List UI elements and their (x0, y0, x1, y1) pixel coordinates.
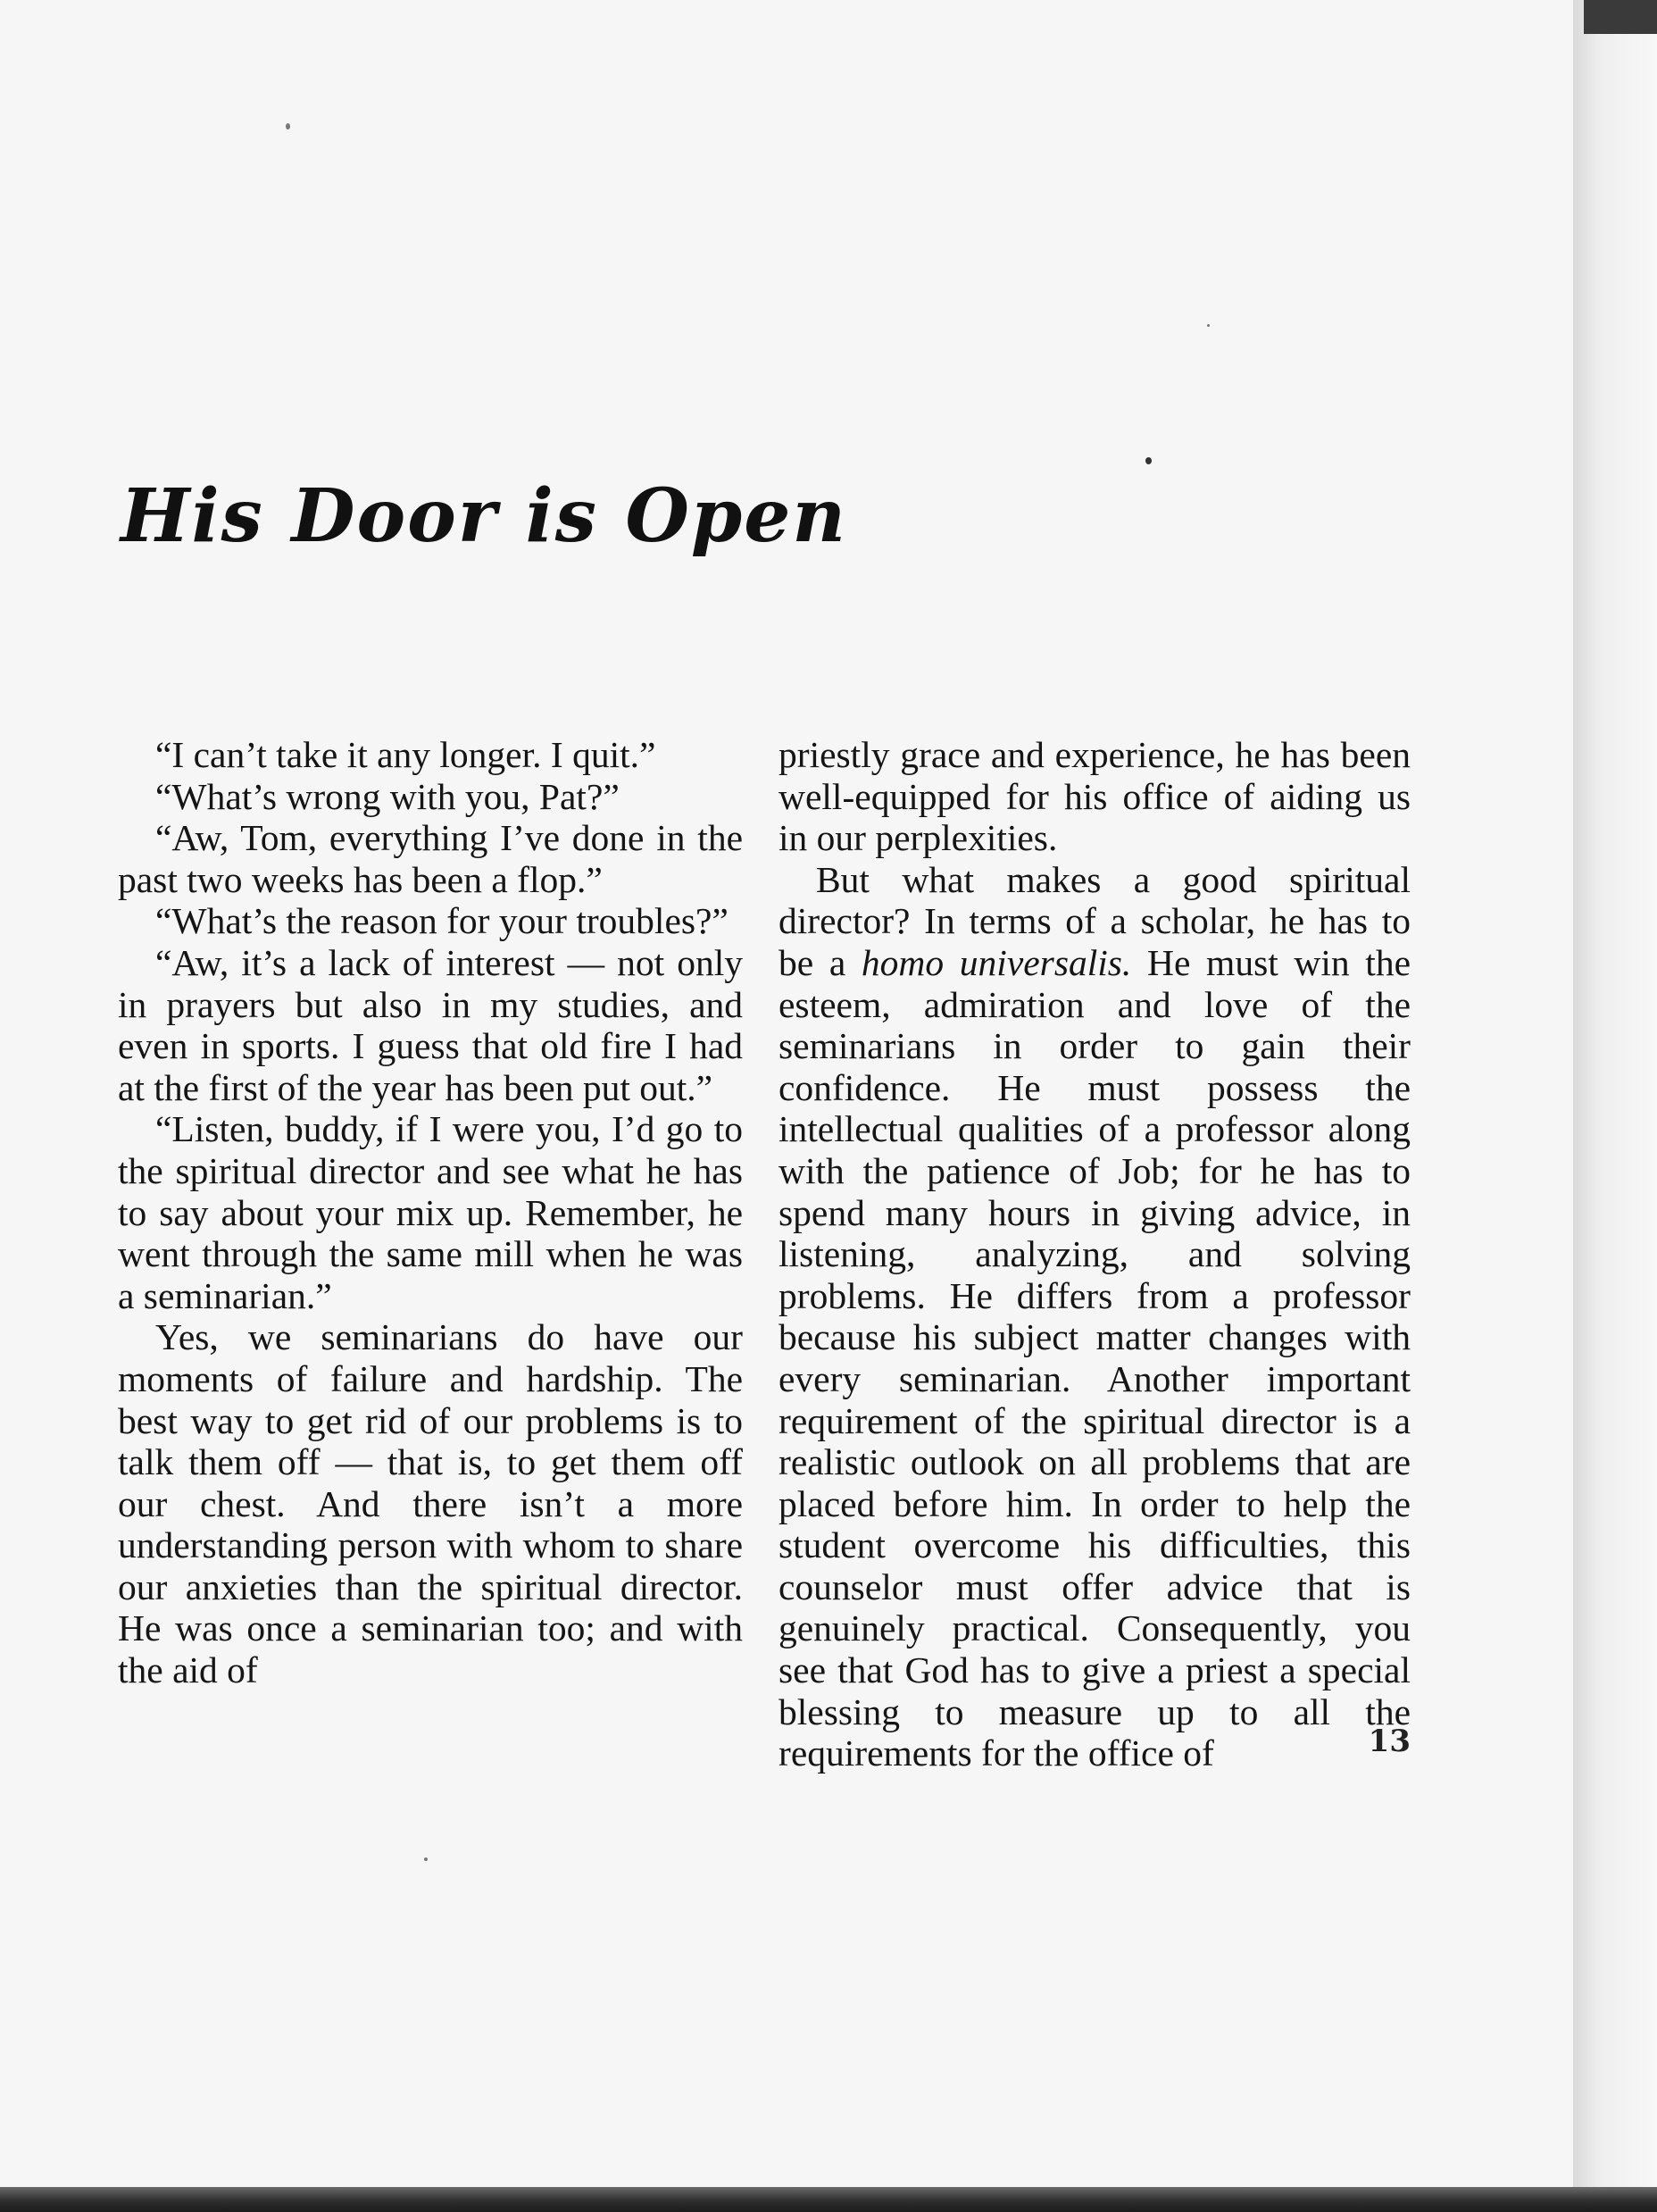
print-speck (424, 1857, 428, 1861)
page-number: 13 (1368, 1724, 1411, 1759)
paragraph (779, 859, 1411, 1774)
paragraph: “I can’t take it any longer. I quit.” (155, 734, 656, 775)
paragraph: “Aw, Tom, everything I’ve done in the past two weeks has been a flop.” (118, 817, 743, 900)
left-column (118, 734, 743, 1691)
print-speck (286, 123, 290, 129)
paragraph: Yes, we seminarians do have our moments of failure and hardship. The best way to get rid of our problems is to talk them off — that is, to get them off our chest. And there isn’t a more understanding person with whom to share our anxieties than the spiritual director. He was once a seminarian too; and with the aid of (118, 1316, 743, 1691)
paragraph-text: He must win the esteem, admiration and love of the seminarians in order to gain their confidence. He must possess the intellectual qualities of a professor along with the patience of Job; for he has to spend many hours in giving advice, in listening, analyzing, and solving problems. He differs from a professor because his subject matter changes with every seminarian. Another important requirement of the spiritual director is a realistic outlook on all problems that are placed before him. In order to help the student overcome his difficulties, this counselor must offer advice that is genuinely practical. Consequently, you see that God has to give a priest a special blessing to measure up to all the requirements for the office of (779, 941, 1411, 1774)
italic-phrase: homo universalis. (861, 941, 1132, 983)
paragraph: “What’s wrong with you, Pat?” (155, 775, 620, 817)
paragraph: “Aw, it’s a lack of interest — not only in prayers but also in my studies, and even in sports. I guess that old fire I had at the first of the year has been put out.” (118, 941, 743, 1108)
scan-bottom-border (0, 2187, 1657, 2212)
adjacent-page-edge (1573, 0, 1657, 2212)
print-speck (1145, 457, 1152, 464)
print-speck (1207, 324, 1210, 327)
paragraph-text: But what makes a good spiritual director? In terms of a scholar, he has to be a (779, 858, 1411, 983)
paragraph: “Listen, buddy, if I were you, I’d go to the spiritual director and see what he has to say about your mix up. Remember, he went through the same mill when he was a seminarian.” (118, 1108, 743, 1316)
page-edge-shadow (1584, 0, 1657, 34)
paragraph: “What’s the reason for your troubles?” (155, 900, 729, 942)
right-column (779, 734, 1411, 1774)
continued-paragraph: priestly grace and experience, he has been well-equipped for his office of aiding us in our perplexities. (779, 734, 1411, 859)
page-title: His Door is Open (121, 473, 848, 559)
